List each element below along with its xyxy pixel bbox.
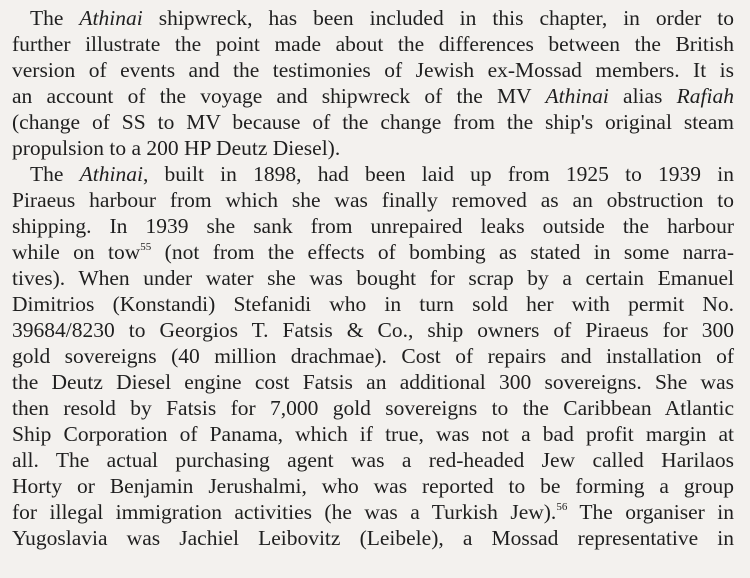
text-line xyxy=(30,161,734,187)
text-run: for illegal immigration activities (he was a Turkish Jew). xyxy=(12,500,557,524)
text-run: (not from the effects of bombing as stated in some narra- xyxy=(151,240,734,264)
text-run: while on tow xyxy=(12,240,141,264)
text-run: 39684/8230 to Georgios T. Fatsis & Co., ship owners of Piraeus for 300 xyxy=(12,318,734,342)
text-run: Piraeus harbour from which she was finally removed as an obstruction to xyxy=(12,188,734,212)
text-line xyxy=(12,239,734,265)
text-run: Horty or Benjamin Jerushalmi, who was reported to be forming a group xyxy=(12,474,734,498)
text-line xyxy=(12,473,734,499)
text-run: gold sovereigns (40 million drachmae). Cost of repairs and installation of xyxy=(12,344,734,368)
text-run: further illustrate the point made about the differences between the British xyxy=(12,32,734,56)
text-run: version of events and the testimonies of Jewish ex-Mossad members. It is xyxy=(12,58,734,82)
text-line xyxy=(12,499,734,525)
text-run: Yugoslavia was Jachiel Leibovitz (Leibele), a Mossad representative in xyxy=(12,526,734,550)
text-run: then resold by Fatsis for 7,000 gold sovereigns to the Caribbean Atlantic xyxy=(12,396,734,420)
text-line xyxy=(12,213,734,239)
text-line xyxy=(12,317,734,343)
text-line xyxy=(12,135,734,161)
text-run: shipping. In 1939 she sank from unrepaired leaks outside the harbour xyxy=(12,214,734,238)
text-run: an account of the voyage and shipwreck of the MV xyxy=(12,84,546,108)
text-run: The organiser in xyxy=(567,500,734,524)
text-line xyxy=(12,187,734,213)
text-line xyxy=(12,57,734,83)
footnote-marker: 56 xyxy=(556,501,568,513)
text-run: all. The actual purchasing agent was a red-headed Jew called Harilaos xyxy=(12,448,734,472)
text-run: propulsion to a 200 HP Deutz Diesel). xyxy=(12,136,341,160)
text-line xyxy=(12,447,734,473)
text-run: the Deutz Diesel engine cost Fatsis an additional 300 sovereigns. She was xyxy=(12,370,734,394)
text-line xyxy=(30,5,734,31)
text-run: Ship Corporation of Panama, which if true, was not a bad profit margin at xyxy=(12,422,734,446)
italic-text: Athinai xyxy=(545,84,609,108)
text-line xyxy=(12,525,734,551)
italic-text: Rafiah xyxy=(676,84,734,108)
text-run: tives). When under water she was bought for scrap by a certain Emanuel xyxy=(12,266,734,290)
text-line xyxy=(12,369,734,395)
footnote-marker: 55 xyxy=(140,241,152,253)
text-line xyxy=(12,291,734,317)
text-line xyxy=(12,109,734,135)
text-run: , built in 1898, had been laid up from 1925 to 1939 in xyxy=(142,162,734,186)
text-run: Dimitrios (Konstandi) Stefanidi who in turn sold her with permit No. xyxy=(12,292,734,316)
text-line xyxy=(12,421,734,447)
text-line xyxy=(12,343,734,369)
text-line xyxy=(12,83,734,109)
text-run: (change of SS to MV because of the change from the ship's original steam xyxy=(12,110,734,134)
italic-text: Athinai xyxy=(79,162,143,186)
text-line xyxy=(12,395,734,421)
text-run: alias xyxy=(608,84,677,108)
italic-text: Athinai xyxy=(79,6,143,30)
text-line xyxy=(12,265,734,291)
text-run: shipwreck, has been included in this chapter, in order to xyxy=(142,6,734,30)
text-line xyxy=(12,31,734,57)
text-run: The xyxy=(30,6,80,30)
text-run: The xyxy=(30,162,80,186)
